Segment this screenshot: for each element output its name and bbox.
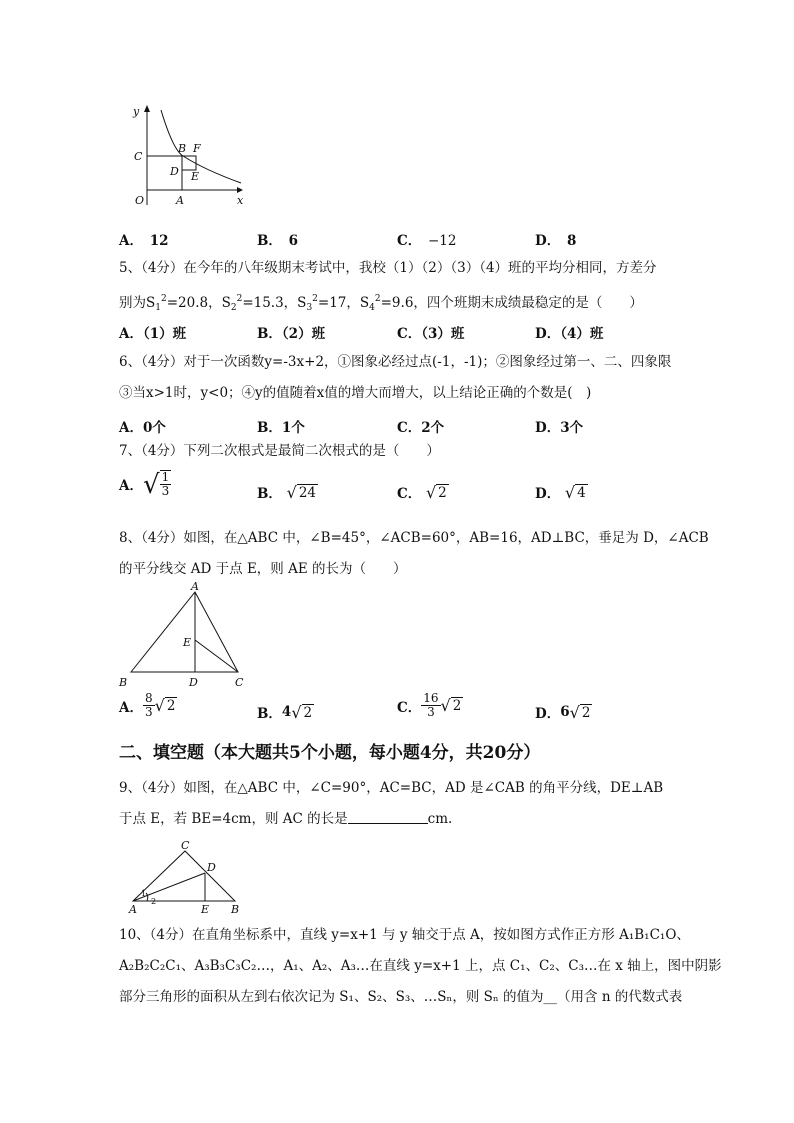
q8-figure bbox=[115, 580, 255, 692]
label-c: C bbox=[134, 150, 143, 163]
q7-option-d[interactable]: D． √ 4 bbox=[535, 483, 586, 502]
q9-figure bbox=[125, 838, 245, 918]
section2-title: 二、填空题（本大题共5个小题，每小题4分，共20分） bbox=[119, 743, 541, 763]
label-y: y bbox=[133, 105, 140, 118]
label-a: A bbox=[129, 903, 137, 916]
bisector-ce bbox=[195, 640, 238, 672]
label-angle-2: 2 bbox=[151, 897, 157, 906]
q8-option-c[interactable]: C． $\frac{16}{3}$ √ 2 bbox=[397, 691, 462, 719]
q9-answer-blank[interactable] bbox=[348, 811, 428, 824]
q7-option-a[interactable]: A． √ $\frac{1}{3}$ bbox=[119, 470, 170, 500]
y-axis-arrow-icon bbox=[144, 105, 150, 112]
label-d: D bbox=[207, 861, 216, 874]
q5-option-c[interactable]: C．（3）班 bbox=[397, 326, 465, 342]
q5-stem-line1: 5、（4分）在今年的八年级期末考试中，我校（1）（2）（3）（4）班的平均分相同，方差分 bbox=[119, 260, 657, 276]
label-a: A bbox=[191, 580, 199, 593]
label-o: O bbox=[135, 194, 145, 207]
label-e: E bbox=[183, 636, 192, 649]
q7-option-c[interactable]: C． √ 2 bbox=[397, 483, 447, 502]
q10-stem-line1: 10、（4分）在直角坐标系中，直线 y=x+1 与 y 轴交于点 A，按如图方式作正方形 A₁B₁C₁O、 bbox=[119, 927, 690, 943]
label-b: B bbox=[231, 903, 240, 916]
q10-stem-line2: A₂B₂C₂C₁、A₃B₃C₃C₂…，A₁、A₂、A₃…在直线 y=x+1 上，点 C₁、C₂、C₃…在 x 轴上，图中阴影 bbox=[119, 958, 722, 974]
q4-figure bbox=[125, 100, 245, 210]
q5-option-d[interactable]: D．（4）班 bbox=[535, 326, 604, 342]
q6-option-c[interactable]: C．2个 bbox=[397, 420, 445, 436]
q6-option-a[interactable]: A．0个 bbox=[119, 420, 166, 436]
q6-option-b[interactable]: B．1个 bbox=[257, 420, 305, 436]
q4-option-a[interactable]: A． 12 bbox=[119, 233, 169, 249]
label-angle-1: 1 bbox=[141, 889, 147, 898]
q9-stem-line2: 于点 E，若 BE=4cm，则 AC 的长是 cm. bbox=[119, 811, 453, 827]
square-bfed bbox=[182, 156, 196, 170]
q6-stem-line1: 6、（4分）对于一次函数y=-3x+2，①图象必经过点(-1，-1)；②图象经过第一、二、四象限 bbox=[119, 354, 672, 370]
q6-option-d[interactable]: D．3个 bbox=[535, 420, 584, 436]
angle-arc-icon bbox=[146, 893, 148, 901]
x-axis-arrow-icon bbox=[237, 187, 243, 193]
q4-option-d[interactable]: D． 8 bbox=[535, 233, 577, 249]
triangle-abc bbox=[133, 851, 235, 901]
label-x: x bbox=[237, 194, 244, 207]
label-c: C bbox=[235, 676, 244, 689]
label-e: E bbox=[191, 170, 200, 183]
q8-option-a[interactable]: A． $\frac{8}{3}$ √ 2 bbox=[119, 691, 176, 719]
q7-stem-line1: 7、（4分）下列二次根式是最简二次根式的是（ ） bbox=[119, 443, 440, 459]
label-f: F bbox=[193, 142, 201, 155]
label-d: D bbox=[170, 165, 179, 178]
q10-stem-line3: 部分三角形的面积从左到右依次记为 S₁、S₂、S₃、…Sₙ，则 Sₙ 的值为__（用含 n 的代数式表 bbox=[119, 989, 683, 1005]
q7-option-b[interactable]: B． √ 24 bbox=[257, 483, 317, 502]
q6-stem-line2: ③当x>1时，y<0；④y的值随着x值的增大而增大，以上结论正确的个数是( ) bbox=[119, 385, 592, 401]
q8-option-b[interactable]: B． 4 √ 2 bbox=[257, 702, 313, 722]
q9-stem-line1: 9、（4分）如图，在△ABC 中，∠C=90°，AC=BC，AD 是∠CAB 的角平分线，DE⊥AB bbox=[119, 780, 664, 796]
label-a: A bbox=[176, 194, 184, 207]
q8-stem-line2: 的平分线交 AD 于点 E，则 AE 的长为（ ） bbox=[119, 561, 407, 577]
q5-stem-line2: 别为$S_1^2=20.8$，$S_2^2=15.3$，$S_3^2=17$，$S_4^2=9.6$，四个班期末成绩最稳定的是（ ） bbox=[119, 294, 643, 313]
label-c: C bbox=[181, 839, 190, 852]
q5-option-a[interactable]: A．（1）班 bbox=[119, 326, 187, 342]
q8-option-d[interactable]: D． 6 √ 2 bbox=[535, 702, 591, 722]
q4-option-c[interactable]: C． −12 bbox=[397, 233, 457, 249]
label-d: D bbox=[189, 676, 198, 689]
label-b: B bbox=[178, 142, 187, 155]
q5-option-b[interactable]: B．（2）班 bbox=[257, 326, 326, 342]
label-b: B bbox=[119, 676, 128, 689]
q4-option-b[interactable]: B． 6 bbox=[257, 233, 299, 249]
label-e: E bbox=[201, 903, 210, 916]
q8-stem-line1: 8、（4分）如图，在△ABC 中，∠B=45°，∠ACB=60°，AB=16，AD⊥BC，垂足为 D，∠ACB bbox=[119, 530, 709, 546]
